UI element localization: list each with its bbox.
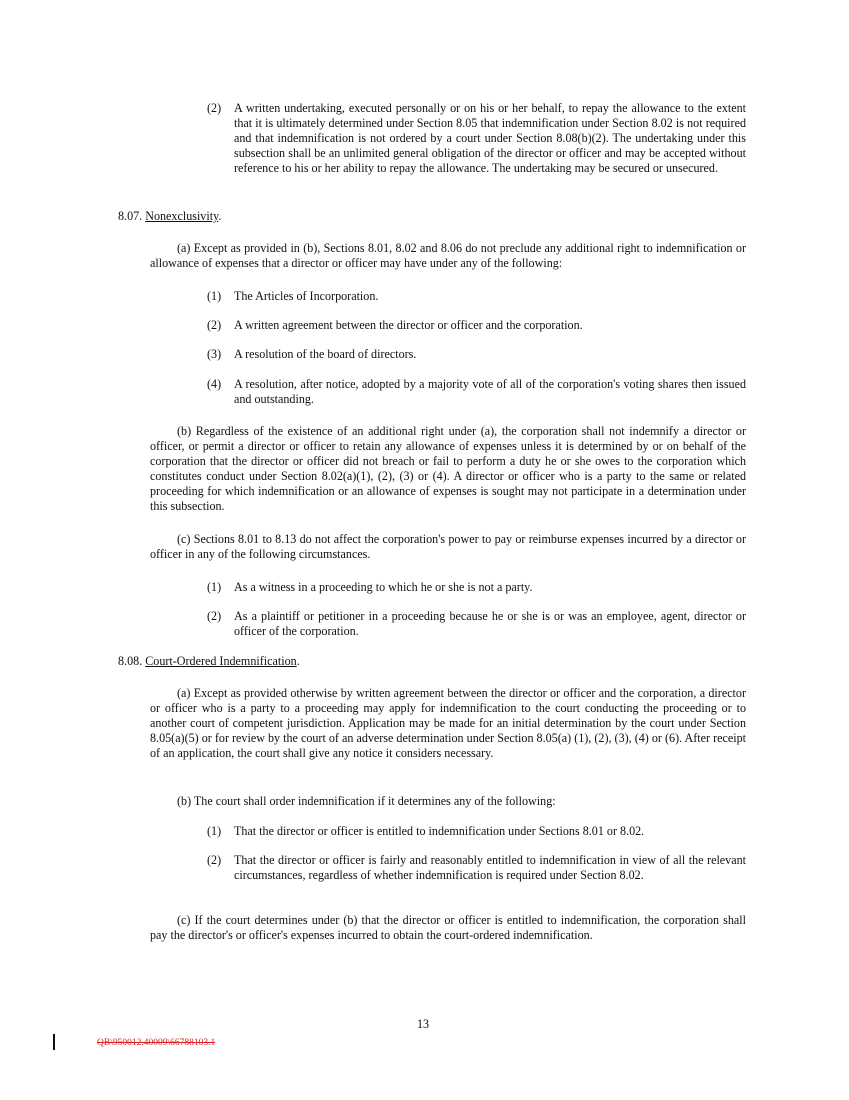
section-8-07-heading: 8.07. Nonexclusivity. [118, 209, 222, 223]
page-number: 13 [417, 1017, 430, 1031]
section-8-07-number: 8.07. [118, 209, 143, 223]
section-8-08-heading: 8.08. Court-Ordered Indemnification. [118, 654, 300, 668]
document-id: QB\950012.40009\66788103.1 [97, 1038, 216, 1048]
section-8-08-para-c: (c) If the court determines under (b) that the director or officer is entitled to indemnification, the corporation shall pay the director's or officer's expenses incurred to obtain the court-ordered indemnification. [150, 913, 746, 942]
list-item-text: That the director or officer is fairly and reasonably entitled to indemnification in view of all the relevant circumstances, regardless of whether indemnification is required under Section 8.02. [234, 853, 746, 882]
list-item-number: (3) [207, 347, 222, 361]
list-item-number: (4) [207, 377, 222, 391]
list-item-text: A resolution, after notice, adopted by a majority vote of all of the corporation's voting shares then issued and outstanding. [234, 377, 746, 406]
list-item-number: (1) [207, 289, 222, 303]
top-item-text: A written undertaking, executed personally or on his or her behalf, to repay the allowance to the extent that it is ultimately determined under Section 8.05 that indemnification under Section 8.02 is not required and that indemnification is not ordered by a court under Section 8.08(b)(2). The undertaking under this subsection shall be an unlimited general obligation of the director or officer and may be accepted without reference to his or her ability to repay the allowance. The undertaking may be secured or unsecured. [234, 101, 746, 175]
list-item-number: (2) [207, 853, 222, 867]
section-8-08-number: 8.08. [118, 654, 143, 668]
revision-bar [53, 1034, 55, 1050]
list-item-text: That the director or officer is entitled to indemnification under Sections 8.01 or 8.02. [234, 824, 645, 838]
section-8-08-para-b: (b) The court shall order indemnification if it determines any of the following: [177, 794, 556, 808]
list-item-number: (1) [207, 580, 222, 594]
top-item-number: (2) [207, 101, 222, 115]
section-8-08-para-a: (a) Except as provided otherwise by written agreement between the director or officer and the corporation, a director or officer who is a party to a proceeding may apply for indemnification to the court conducting the proceeding or to another court of competent jurisdiction. Application may be made for an initial determination by the court under Section 8.05(a)(5) or for review by the court of an adverse determination under Section 8.05(a) (1), (2), (3), (4) or (6). After receipt of an application, the court shall give any notice it considers necessary. [150, 686, 746, 760]
list-item-text: As a witness in a proceeding to which he or she is not a party. [234, 580, 533, 594]
list-item-text: The Articles of Incorporation. [234, 289, 379, 303]
section-8-07-para-a: (a) Except as provided in (b), Sections 8.01, 8.02 and 8.06 do not preclude any additional right to indemnification or allowance of expenses that a director or officer may have under any of the following: [150, 241, 746, 270]
list-item-number: (2) [207, 609, 222, 623]
section-8-07-para-b: (b) Regardless of the existence of an additional right under (a), the corporation shall not indemnify a director or officer, or permit a director or officer to retain any allowance of expenses unless it is determined by or on behalf of the corporation that the director or officer did not breach or fail to perform a duty he or she owes to the corporation which constitutes conduct under Section 8.02(a)(1), (2), (3) or (4). A director or officer who is a party to the same or related proceeding for which indemnification or an allowance of expenses is sought may not participate in a determination under this subsection. [150, 424, 746, 513]
list-item-text: A resolution of the board of directors. [234, 347, 417, 361]
list-item-text: As a plaintiff or petitioner in a proceeding because he or she is or was an employee, agent, director or officer of the corporation. [234, 609, 746, 638]
list-item-text: A written agreement between the director or officer and the corporation. [234, 318, 583, 332]
list-item-number: (2) [207, 318, 222, 332]
list-item-number: (1) [207, 824, 222, 838]
section-8-08-title: Court-Ordered Indemnification [145, 654, 297, 668]
section-8-07-title: Nonexclusivity [145, 209, 219, 223]
section-8-07-para-c: (c) Sections 8.01 to 8.13 do not affect the corporation's power to pay or reimburse expenses incurred by a director or officer in any of the following circumstances. [150, 532, 746, 561]
